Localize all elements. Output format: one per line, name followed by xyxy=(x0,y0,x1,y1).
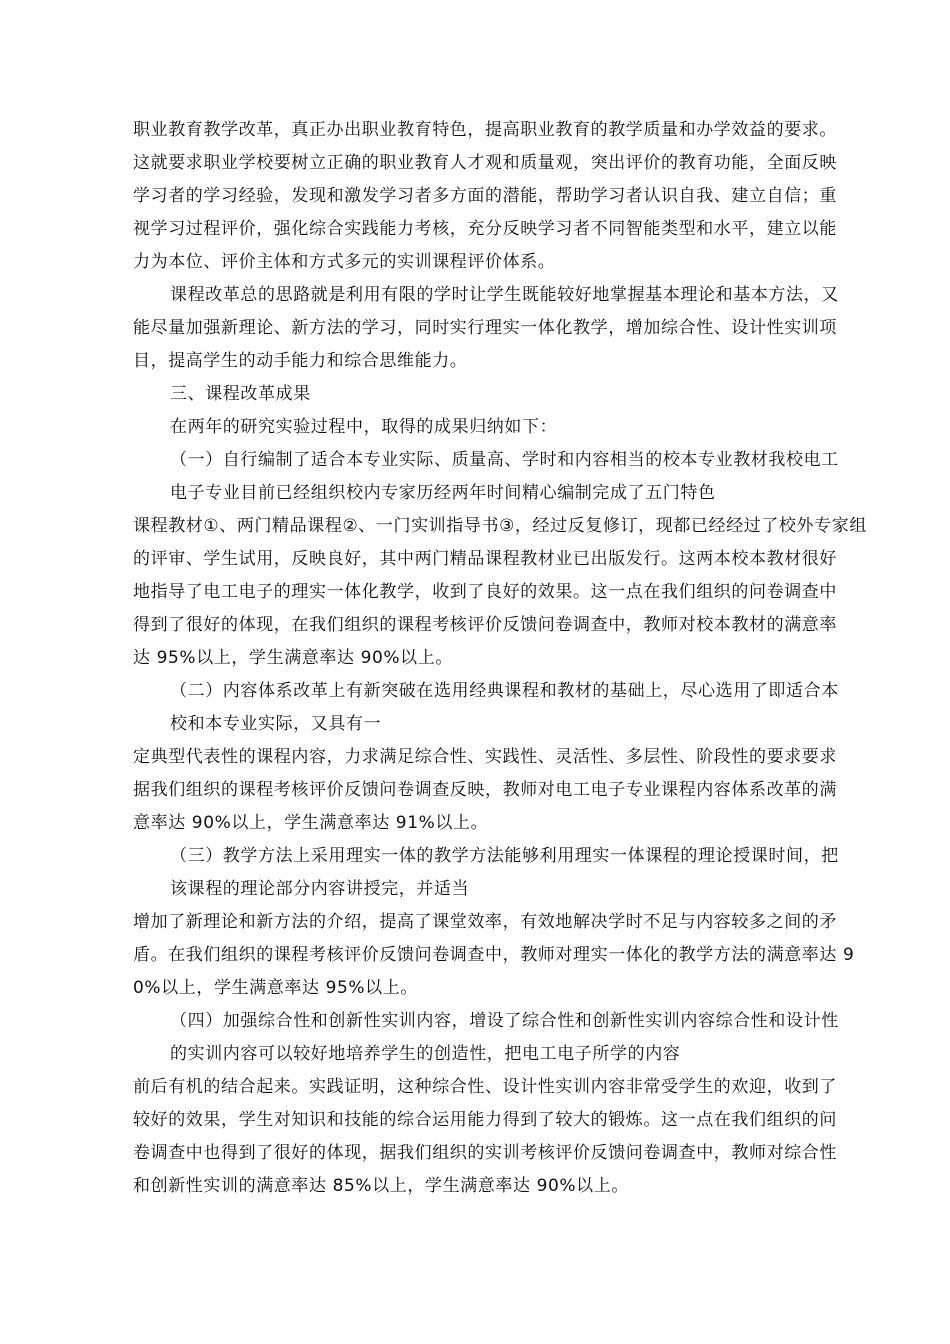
paragraph-line: （四）加强综合性和创新性实训内容，增设了综合性和创新性实训内容综合性和设计性 xyxy=(170,1011,839,1031)
paragraph-line: 增加了新理论和新方法的介绍，提高了课堂效率，有效地解决学时不足与内容较多之间的矛 xyxy=(133,912,837,932)
paragraph-line: 目，提高学生的动手能力和综合思维能力。 xyxy=(133,351,468,371)
paragraph-line: 定典型代表性的课程内容，力求满足综合性、实践性、灵活性、多层性、阶段性的要求要求 xyxy=(133,747,837,767)
paragraph-line: 0%以上，学生满意率达 95%以上。 xyxy=(133,978,418,998)
paragraph-line: 的评审、学生试用，反映良好，其中两门精品课程教材业已出版发行。这两本校本教材很好 xyxy=(133,549,837,569)
paragraph-line: 该课程的理论部分内容讲授完，并适当 xyxy=(170,879,470,899)
paragraph-line: 得到了很好的体现，在我们组织的课程考核评价反馈问卷调查中，教师对校本教材的满意率 xyxy=(133,615,837,635)
paragraph-line: 的实训内容可以较好地培养学生的创造性，把电工电子所学的内容 xyxy=(170,1044,681,1064)
paragraph-line: 这就要求职业学校要树立正确的职业教育人才观和质量观，突出评价的教育功能，全面反映 xyxy=(133,153,837,173)
paragraph-line: 课程改革总的思路就是利用有限的学时让学生既能较好地掌握基本理论和基本方法，又 xyxy=(170,285,839,305)
paragraph-line: 和创新性实训的满意率达 85%以上，学生满意率达 90%以上。 xyxy=(133,1176,629,1196)
paragraph-line: 较好的效果，学生对知识和技能的综合运用能力得到了较大的锻炼。这一点在我们组织的问 xyxy=(133,1110,837,1130)
paragraph-line: 盾。在我们组织的课程考核评价反馈问卷调查中，教师对理实一体化的教学方法的满意率达 9 xyxy=(133,945,855,965)
paragraph-line: （一）自行编制了适合本专业实际、质量高、学时和内容相当的校本专业教材我校电工 xyxy=(170,450,839,470)
paragraph-line: 地指导了电工电子的理实一体化教学，收到了良好的效果。这一点在我们组织的问卷调查中 xyxy=(133,582,837,602)
paragraph-line: （二）内容体系改革上有新突破在选用经典课程和教材的基础上，尽心选用了即适合本 xyxy=(170,681,839,701)
paragraph-line: 职业教育教学改革，真正办出职业教育特色，提高职业教育的教学质量和办学效益的要求。 xyxy=(133,120,837,140)
paragraph-line: 课程教材①、两门精品课程②、一门实训指导书③，经过反复修订，现都已经经过了校外专家组 xyxy=(133,516,867,536)
paragraph-line: 前后有机的结合起来。实践证明，这种综合性、设计性实训内容非常受学生的欢迎，收到了 xyxy=(133,1077,837,1097)
paragraph-line: 力为本位、评价主体和方式多元的实训课程评价体系。 xyxy=(133,252,556,272)
paragraph-line: 在两年的研究实验过程中，取得的成果归纳如下： xyxy=(170,417,558,437)
section-heading: 三、课程改革成果 xyxy=(170,384,311,404)
paragraph-line: 意率达 90%以上，学生满意率达 91%以上。 xyxy=(133,813,489,833)
paragraph-line: 学习者的学习经验，发现和激发学习者多方面的潜能，帮助学习者认识自我、建立自信；重 xyxy=(133,186,837,206)
paragraph-line: 能尽量加强新理论、新方法的学习，同时实行理实一体化教学，增加综合性、设计性实训项 xyxy=(133,318,837,338)
paragraph-line: 卷调查中也得到了很好的体现，据我们组织的实训考核评价反馈问卷调查中，教师对综合性 xyxy=(133,1143,837,1163)
paragraph-line: 校和本专业实际，又具有一 xyxy=(170,714,382,734)
paragraph-line: （三）教学方法上采用理实一体的教学方法能够利用理实一体课程的理论授课时间，把 xyxy=(170,846,839,866)
paragraph-line: 视学习过程评价，强化综合实践能力考核，充分反映学习者不同智能类型和水平，建立以能 xyxy=(133,219,837,239)
paragraph-line: 电子专业目前已经组织校内专家历经两年时间精心编制完成了五门特色 xyxy=(170,483,716,503)
paragraph-line: 达 95%以上，学生满意率达 90%以上。 xyxy=(133,648,453,668)
paragraph-line: 据我们组织的课程考核评价反馈问卷调查反映，教师对电工电子专业课程内容体系改革的满 xyxy=(133,780,837,800)
